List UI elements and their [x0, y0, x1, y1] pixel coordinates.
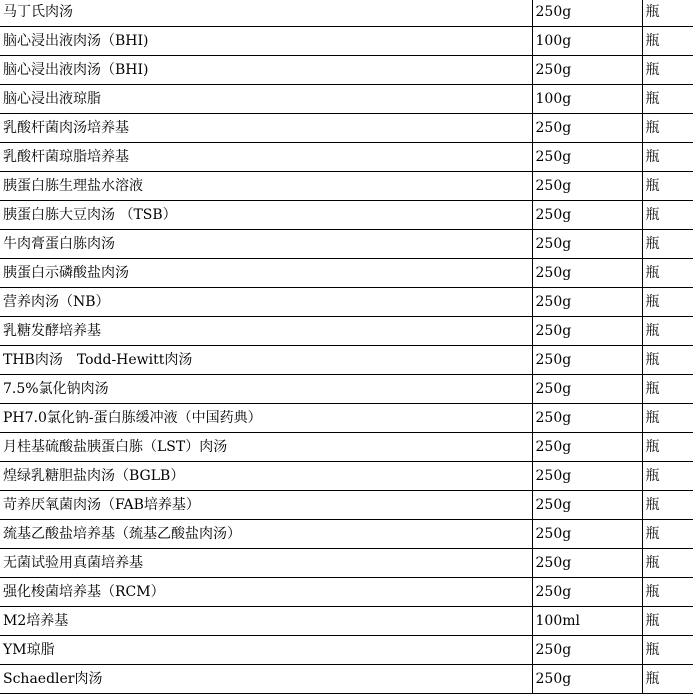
- spec-cell: 250g: [532, 201, 642, 230]
- unit-cell: 瓶: [642, 114, 693, 143]
- product-name-cell: 胰蛋白胨大豆肉汤 （TSB）: [0, 201, 532, 230]
- table-row: [0, 201, 693, 230]
- unit-cell: 瓶: [642, 404, 693, 433]
- unit-cell: 瓶: [642, 172, 693, 201]
- spec-cell: 100g: [532, 27, 642, 56]
- spec-cell: 250g: [532, 143, 642, 172]
- table-row: [0, 346, 693, 375]
- unit-cell: 瓶: [642, 607, 693, 636]
- unit-cell: 瓶: [642, 520, 693, 549]
- product-name-cell: THB肉汤 Todd-Hewitt肉汤: [0, 346, 532, 375]
- unit-cell: 瓶: [642, 433, 693, 462]
- spec-cell: 250g: [532, 172, 642, 201]
- spec-cell: 250g: [532, 375, 642, 404]
- table-row: [0, 665, 693, 694]
- unit-cell: 瓶: [642, 288, 693, 317]
- table-row: [0, 27, 693, 56]
- product-name-cell: 胰蛋白胨生理盐水溶液: [0, 172, 532, 201]
- table-row: [0, 0, 693, 27]
- table-row: [0, 259, 693, 288]
- spec-cell: 100g: [532, 85, 642, 114]
- unit-cell: 瓶: [642, 491, 693, 520]
- product-name-cell: YM琼脂: [0, 636, 532, 665]
- product-name-cell: M2培养基: [0, 607, 532, 636]
- unit-cell: 瓶: [642, 0, 693, 27]
- spec-cell: 250g: [532, 346, 642, 375]
- product-name-cell: 强化梭菌培养基（RCM）: [0, 578, 532, 607]
- unit-cell: 瓶: [642, 549, 693, 578]
- spec-cell: 250g: [532, 404, 642, 433]
- table-row: [0, 230, 693, 259]
- table-row: [0, 636, 693, 665]
- unit-cell: 瓶: [642, 462, 693, 491]
- table-row: [0, 317, 693, 346]
- product-name-cell: Schaedler肉汤: [0, 665, 532, 694]
- unit-cell: 瓶: [642, 375, 693, 404]
- spec-cell: 250g: [532, 578, 642, 607]
- spec-cell: 250g: [532, 0, 642, 27]
- table-row: [0, 462, 693, 491]
- spec-cell: 250g: [532, 665, 642, 694]
- product-name-cell: 马丁氏肉汤: [0, 0, 532, 27]
- product-name-cell: 脑心浸出液肉汤（BHI): [0, 56, 532, 85]
- unit-cell: 瓶: [642, 230, 693, 259]
- product-name-cell: 7.5%氯化钠肉汤: [0, 375, 532, 404]
- table-row: [0, 375, 693, 404]
- product-name-cell: 乳酸杆菌肉汤培养基: [0, 114, 532, 143]
- table-row: [0, 578, 693, 607]
- spec-cell: 250g: [532, 56, 642, 85]
- product-name-cell: 巯基乙酸盐培养基（巯基乙酸盐肉汤）: [0, 520, 532, 549]
- table-row: [0, 56, 693, 85]
- spec-cell: 250g: [532, 433, 642, 462]
- unit-cell: 瓶: [642, 259, 693, 288]
- spec-cell: 250g: [532, 520, 642, 549]
- spec-cell: 250g: [532, 230, 642, 259]
- spec-cell: 250g: [532, 462, 642, 491]
- unit-cell: 瓶: [642, 578, 693, 607]
- table-row: [0, 520, 693, 549]
- table-row: [0, 491, 693, 520]
- unit-cell: 瓶: [642, 201, 693, 230]
- spec-cell: 250g: [532, 259, 642, 288]
- product-name-cell: 乳酸杆菌琼脂培养基: [0, 143, 532, 172]
- unit-cell: 瓶: [642, 665, 693, 694]
- product-name-cell: 牛肉膏蛋白胨肉汤: [0, 230, 532, 259]
- spec-cell: 250g: [532, 114, 642, 143]
- product-name-cell: 乳糖发酵培养基: [0, 317, 532, 346]
- spec-cell: 250g: [532, 491, 642, 520]
- table-row: [0, 433, 693, 462]
- product-name-cell: 煌绿乳糖胆盐肉汤（BGLB）: [0, 462, 532, 491]
- unit-cell: 瓶: [642, 56, 693, 85]
- table-row: [0, 404, 693, 433]
- product-name-cell: 脑心浸出液肉汤（BHI): [0, 27, 532, 56]
- product-name-cell: 营养肉汤（NB）: [0, 288, 532, 317]
- unit-cell: 瓶: [642, 143, 693, 172]
- unit-cell: 瓶: [642, 317, 693, 346]
- unit-cell: 瓶: [642, 346, 693, 375]
- unit-cell: 瓶: [642, 27, 693, 56]
- product-name-cell: 胰蛋白示磷酸盐肉汤: [0, 259, 532, 288]
- product-name-cell: 苛养厌氧菌肉汤（FAB培养基）: [0, 491, 532, 520]
- table-row: [0, 607, 693, 636]
- table-row: [0, 143, 693, 172]
- product-name-cell: 月桂基硫酸盐胰蛋白胨（LST）肉汤: [0, 433, 532, 462]
- spec-cell: 100ml: [532, 607, 642, 636]
- table-row: [0, 549, 693, 578]
- table-row: [0, 288, 693, 317]
- product-name-cell: 无菌试验用真菌培养基: [0, 549, 532, 578]
- table-row: [0, 85, 693, 114]
- spec-cell: 250g: [532, 317, 642, 346]
- unit-cell: 瓶: [642, 636, 693, 665]
- unit-cell: 瓶: [642, 85, 693, 114]
- spec-cell: 250g: [532, 288, 642, 317]
- spec-cell: 250g: [532, 549, 642, 578]
- table-row: [0, 172, 693, 201]
- product-name-cell: 脑心浸出液琼脂: [0, 85, 532, 114]
- table-row: [0, 114, 693, 143]
- spec-cell: 250g: [532, 636, 642, 665]
- product-name-cell: PH7.0氯化钠-蛋白胨缓冲液（中国药典）: [0, 404, 532, 433]
